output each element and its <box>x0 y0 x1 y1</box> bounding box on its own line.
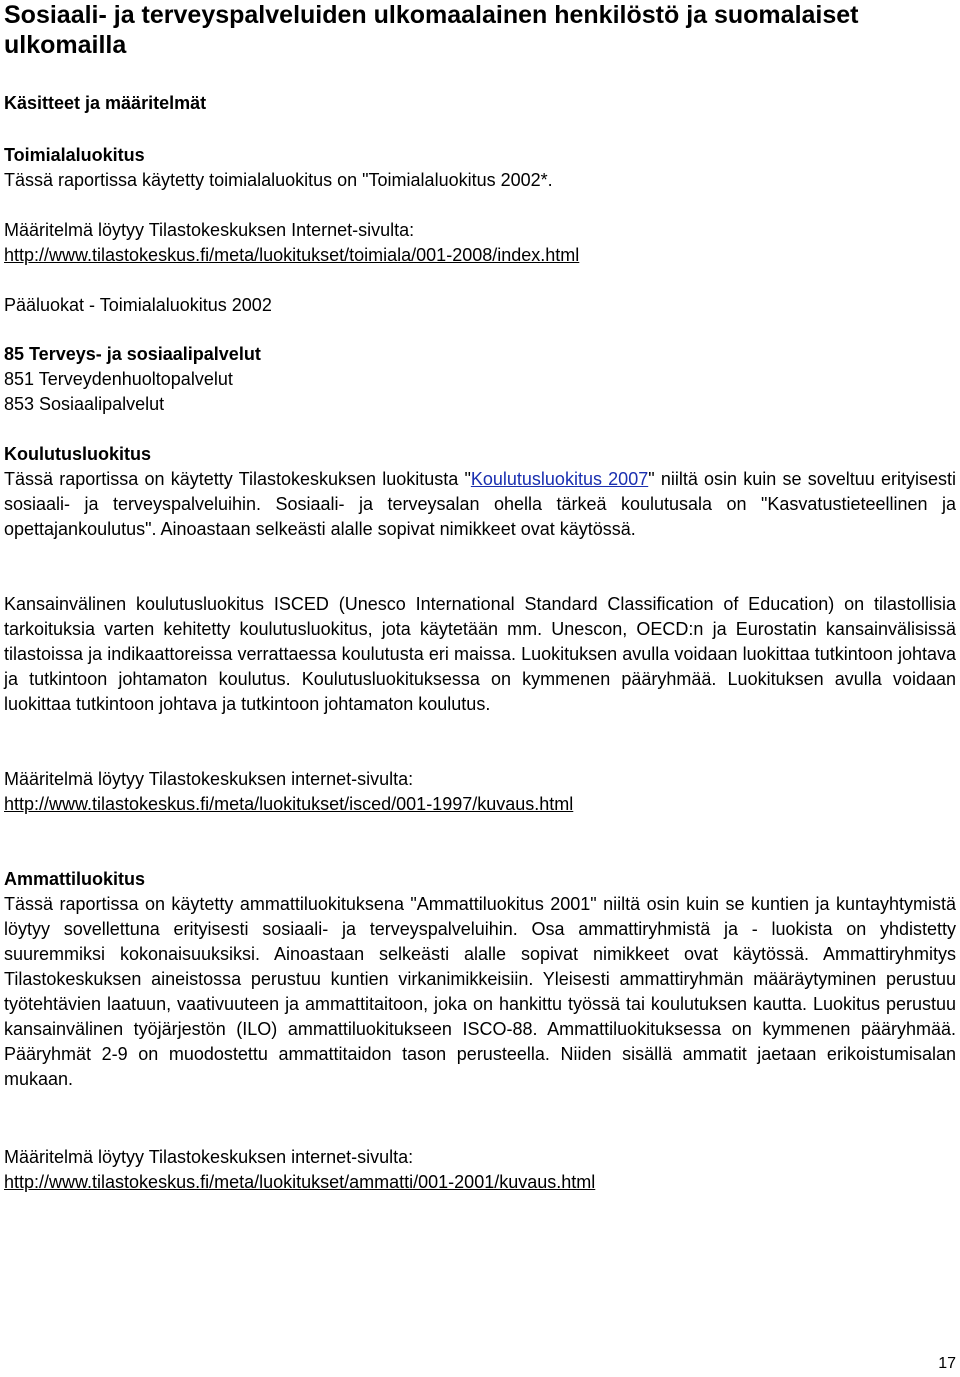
toimialaluokitus-definition-link-line <box>4 243 956 268</box>
class-851: 851 Terveydenhuoltopalvelut <box>4 369 233 389</box>
koulutusluokitus-paragraph-1 <box>4 467 956 542</box>
koulutusluokitus-p1-after: " niiltä osin kuin se soveltuu erityisesti sosiaali- ja terveyspalveluihin. Sosiaali- ja terveysalan ohella tärkeä koulutusala on "Kasvatustieteellinen ja opettajankoulutus". Ainoastaan selkeästi alalle sopivat nimikkeet ovat käytössä. <box>4 469 957 539</box>
toimialaluokitus-url-link[interactable]: http://www.tilastokeskus.fi/meta/luokitukset/toimiala/001-2008/index.html <box>4 245 580 265</box>
ammattiluokitus-definition-intro: Määritelmä löytyy Tilastokeskuksen internet-sivulta: <box>4 1147 414 1167</box>
page-title: Sosiaali- ja terveyspalveluiden ulkomaalainen henkilöstö ja suomalaiset ulkomailla <box>4 1 859 59</box>
page-number: 17 <box>938 1355 956 1372</box>
ammattiluokitus-heading: Ammattiluokitus <box>4 869 146 889</box>
isced-url-link[interactable]: http://www.tilastokeskus.fi/meta/luokitukset/isced/001-1997/kuvaus.html <box>4 794 574 814</box>
ammattiluokitus-url-link[interactable]: http://www.tilastokeskus.fi/meta/luokitukset/ammatti/001-2001/kuvaus.html <box>4 1172 596 1192</box>
koulutusluokitus-definition-link-line <box>4 792 956 817</box>
isced-paragraph: Kansainvälinen koulutusluokitus ISCED (Unesco International Standard Classification of Education) on tilastollisia tarkoituksia varten kehitetty koulutusluokitus, jota käytetään mm. Unescon, OECD:n ja Eurostatin kansainvälisissä tilastoissa ja indikaattoreissa verrattaessa koulutusta eri maissa. Luokituksen avulla voidaan luokittaa tutkintoon johtava ja tutkintoon johtamaton koulutus. Koulutusluokituksessa on kymmenen pääryhmää. Luokituksen avulla voidaan luokittaa tutkintoon johtava ja tutkintoon johtamaton koulutus. <box>4 594 956 714</box>
koulutusluokitus-definition-intro: Määritelmä löytyy Tilastokeskuksen internet-sivulta: <box>4 769 414 789</box>
class-853: 853 Sosiaalipalvelut <box>4 394 165 414</box>
toimialaluokitus-definition-intro: Määritelmä löytyy Tilastokeskuksen Internet-sivulta: <box>4 220 415 240</box>
section-heading: Käsitteet ja määritelmät <box>4 93 207 113</box>
ammattiluokitus-definition-link-line <box>4 1170 956 1195</box>
koulutusluokitus-2007-link[interactable]: Koulutusluokitus 2007 <box>470 469 649 489</box>
koulutusluokitus-p1-before: Tässä raportissa on käytetty Tilastokeskuksen luokitusta " <box>4 469 471 489</box>
class-85: 85 Terveys- ja sosiaalipalvelut <box>4 344 261 364</box>
toimialaluokitus-text: Tässä raportissa käytetty toimialaluokitus on "Toimialaluokitus 2002*. <box>4 170 553 190</box>
main-classes-heading: Pääluokat - Toimialaluokitus 2002 <box>4 295 272 315</box>
ammattiluokitus-paragraph: Tässä raportissa on käytetty ammattiluokituksena "Ammattiluokitus 2001" niiltä osin kuin se kuntien ja kuntayhtymistä löytyy sovellettuna erityisesti sosiaali- ja terveyspalveluihin. Osa ammattiryhmistä ja - luokista on yhdistetty suuremmiksi kokonaisuuksiksi. Ainoastaan selkeästi alalle sopivat nimikkeet ovat käytössä. Ammattiryhmitys Tilastokeskuksen aineistossa perustuu kuntien virkanimikkeisiin. Yleisesti ammattiryhmän määräytyminen perustuu työtehtävien laatuun, vaativuuteen ja ammattitaitoon, joka on hankittu työssä tai koulutuksen kautta. Luokitus perustuu kansainvälinen työjärjestön (ILO) ammattiluokitukseen ISCO-88. Ammattiluokituksessa on kymmenen pääryhmää. Pääryhmät 2-9 on muodostettu ammattitaidon tason perusteella. Niiden sisällä ammatit jaetaan erikoistumisalan mukaan. <box>4 894 956 1089</box>
koulutusluokitus-heading: Koulutusluokitus <box>4 444 151 464</box>
toimialaluokitus-heading: Toimialaluokitus <box>4 145 145 165</box>
